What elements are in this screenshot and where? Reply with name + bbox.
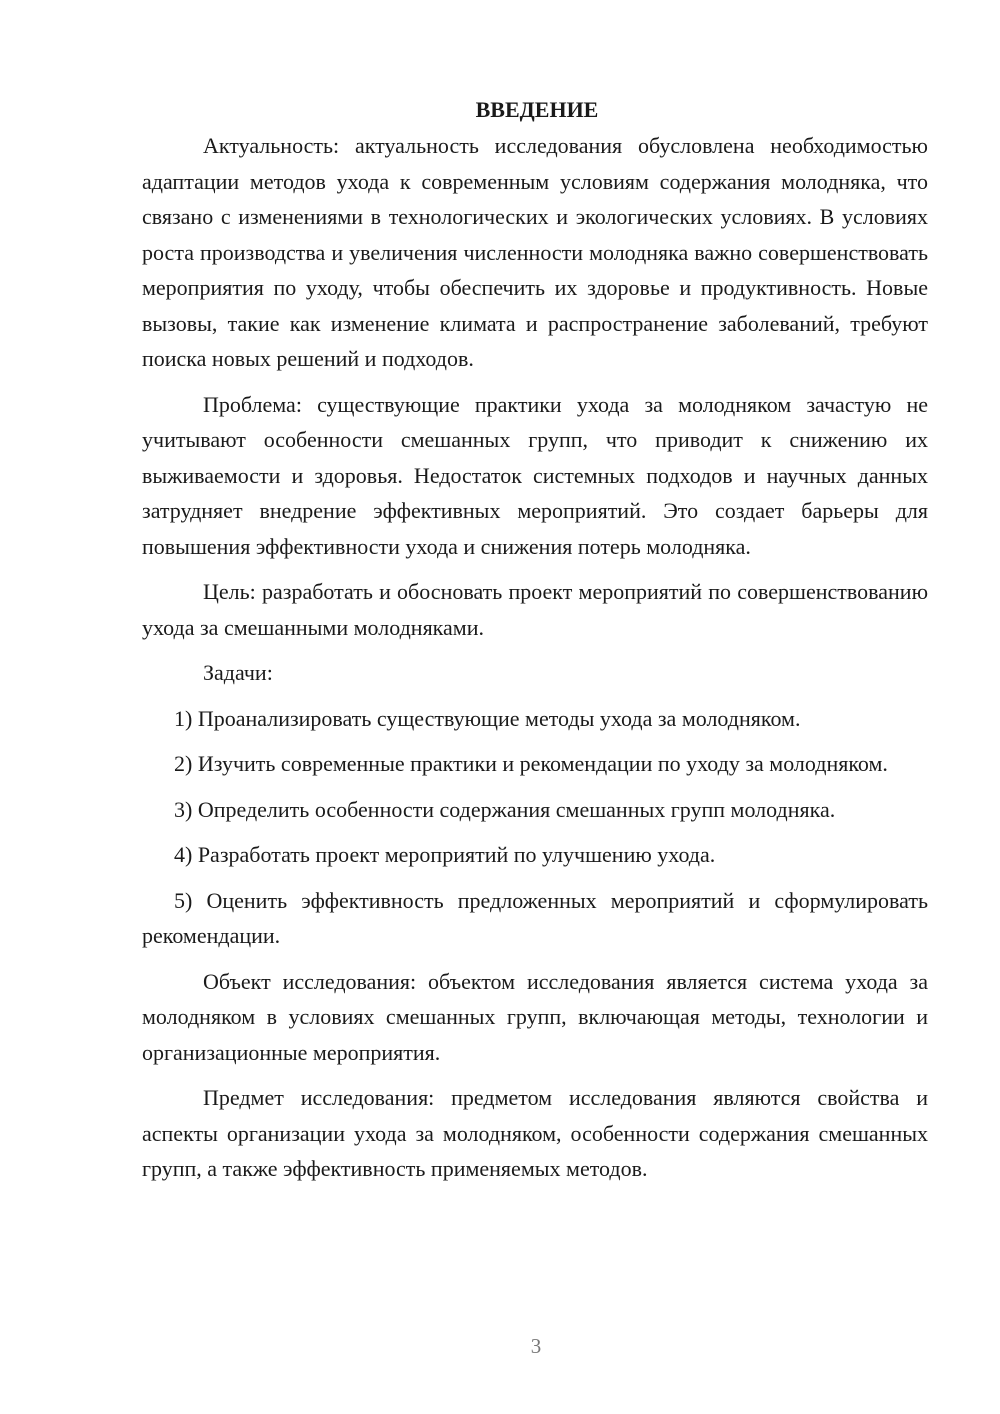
task-item-4: 4) Разработать проект мероприятий по улучшению ухода.: [174, 842, 716, 867]
relevance-paragraph: Актуальность: актуальность исследования обусловлена необходимостью адаптации методов ухода к современным условиям содержания молодняка, что связано с изменениями в технологических и экологических условиях. В условиях роста производства и увеличения численности молодняка важно совершенствовать мероприятия по уходу, чтобы обеспечить их здоровье и продуктивность. Новые вызовы, такие как изменение климата и распространение заболеваний, требуют поиска новых решений и подходов.: [142, 133, 928, 371]
task-item-3: 3) Определить особенности содержания смешанных групп молодняка.: [174, 796, 836, 822]
task-item-1: 1) Проанализировать существующие методы ухода за молодняком.: [174, 705, 801, 731]
problem-paragraph: Проблема: существующие практики ухода за молодняком зачастую не учитывают особенности смешанных групп, что приводит к снижению их выживаемости и здоровья. Недостаток системных подходов и научных данных затрудняет внедрение эффективных мероприятий. Это создает барьеры для повышения эффективности ухода и снижения потерь молодняка.: [142, 391, 928, 559]
document-page: [142, 94, 928, 1197]
subject-paragraph: Предмет исследования: предметом исследования являются свойства и аспекты организации ухода за молодняком, особенности содержания смешанных групп, а также эффективность применяемых методов.: [142, 1085, 928, 1181]
task-item-5: 5) Оценить эффективность предложенных мероприятий и сформулировать рекомендации.: [142, 887, 928, 948]
goal-paragraph: Цель: разработать и обосновать проект мероприятий по совершенствованию ухода за смешанными молодняками.: [142, 579, 928, 640]
section-title: ВВЕДЕНИЕ: [475, 97, 599, 122]
page-number: 3: [530, 1334, 542, 1358]
tasks-heading: Задачи:: [203, 660, 273, 685]
task-item-2: 2) Изучить современные практики и рекомендации по уходу за молодняком.: [174, 751, 888, 776]
object-paragraph: Объект исследования: объектом исследования является система ухода за молодняком в условиях смешанных групп, включающая методы, технологии и организационные мероприятия.: [142, 968, 928, 1065]
